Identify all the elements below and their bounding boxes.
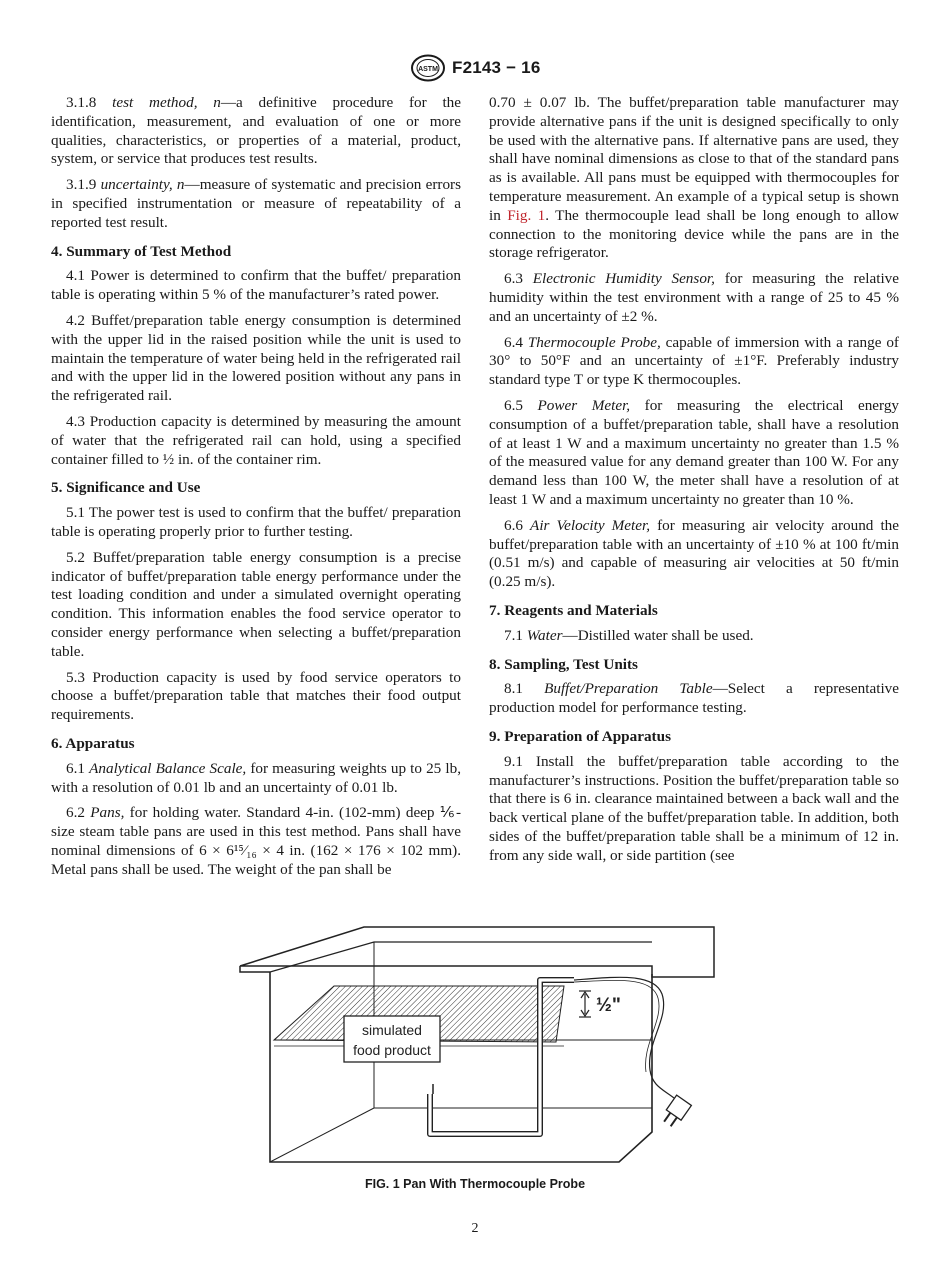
page-number: 2 — [471, 1221, 479, 1236]
paragraph-6-2-continued: 0.70 ± 0.07 lb. The buffet/preparation table manufacturer may provide alternative pans if the unit is designed specifically to only be used with the alternative pans. If alternative pans are used, they shall have nominal dimensions as close to that of the standard pans as is available. All pans must be equipped with thermocouples for temperature measurement. An example of a typical setup is shown in Fig. 1. The thermocouple lead shall be long enough to allow connection to the monitoring device while the pans are in the storage refrigerator. — [489, 94, 899, 262]
paragraph-4-1: 4.1 Power is determined to confirm that the buffet/ preparation table is operating within 5 % of the manufacturer’s rated power. — [51, 267, 461, 304]
paragraph-3-1-9: 3.1.9 uncertainty, n—measure of systematic and precision errors in specified instrumentation or measure of repeatability of a reported test result. — [51, 176, 462, 231]
paragraph-5-2: 5.2 Buffet/preparation table energy consumption is a precise indicator of buffet/preparation table energy performance under the test loading condition and under a simulated overnight operating condition. This information enables the food service operator to consider energy performance when selecting a buffet/preparation table. — [51, 548, 461, 660]
right-column — [489, 94, 899, 872]
half-inch-dimension-marker — [579, 991, 591, 1017]
paragraph-6-3: 6.3 Electronic Humidity Sensor, for measuring the relative humidity within the test environment with a range of 25 to 45 % and an uncertainty of ±2 %. — [489, 270, 900, 325]
paragraph-3-1-8: 3.1.8 test method, n—a definitive procedure for the identification, measurement, and evaluation of one or more qualities, characteristics, or properties of a material, product, system, or service that produces test results. — [51, 94, 461, 168]
paragraph-5-3: 5.3 Production capacity is used by food service operators to choose a buffet/preparation table that matches their food output requirements. — [51, 668, 461, 724]
paragraph-5-1: 5.1 The power test is used to confirm that the buffet/ preparation table is operating properly prior to further testing. — [51, 504, 461, 540]
figure-pan-thermocouple — [234, 922, 720, 1180]
figure-1-link[interactable]: Fig. 1 — [507, 206, 546, 224]
paragraph-4-2: 4.2 Buffet/preparation table energy consumption is determined with the upper lid in the raised position while the unit is used to maintain the temperature of water being held in the refrigerated rail and with the upper lid in the lowered position without any pans in the refrigerated rail. — [51, 311, 461, 405]
paragraph-8-1: 8.1 Buffet/Preparation Table—Select a representative production model for performance testing. — [489, 680, 899, 717]
pan-rim — [240, 927, 714, 977]
section-heading-6: 6. Apparatus — [51, 734, 135, 752]
logo-text: ASTM — [418, 66, 438, 73]
left-column — [51, 94, 461, 886]
section-heading-5: 5. Significance and Use — [51, 479, 201, 497]
thermocouple-lead-wire — [574, 977, 674, 1098]
label-line-2: food product — [353, 1042, 431, 1058]
standard-designation: F2143 − 16 — [452, 58, 541, 77]
section-heading-8: 8. Sampling, Test Units — [489, 655, 638, 673]
paragraph-4-3: 4.3 Production capacity is determined by measuring the amount of water that the refrigerated rail can hold, using a specified container filled to ½ in. of the container rim. — [51, 412, 461, 468]
paragraph-9-1: 9.1 Install the buffet/preparation table according to the manufacturer’s instructions. Position the buffet/preparation table so that there is 6 in. clearance maintained between a back wall and the back vertical plane of the buffet/preparation table. In addition, both sides of the buffet/preparation table shall be a minimum of 12 in. from any side wall, or side partition (see — [489, 752, 899, 864]
paragraph-6-1: 6.1 Analytical Balance Scale, for measuring weights up to 25 lb, with a resolution of 0.01 lb and an uncertainty of 0.01 lb. — [51, 759, 461, 796]
thermocouple-plug-icon — [660, 1095, 691, 1129]
page-header — [0, 54, 950, 84]
paragraph-6-5: 6.5 Power Meter, for measuring the electrical energy consumption of a buffet/preparation table, shall have a resolution of at least 1 W and a maximum uncertainty no greater than 1.5 % of the measured value for any demand greater than 100 W. For any demand less than 100 W, the meter shall have a resolution of at least 1 W and a maximum uncertainty no greater than 10 %. — [489, 396, 900, 508]
paragraph-6-6: 6.6 Air Velocity Meter, for measuring air velocity around the buffet/preparation table with an uncertainty of ±10 % at 100 ft/min (0.51 m/s) and capable of measuring air velocities at 50 ft/min (0.25 m/s). — [489, 516, 899, 591]
label-line-1: simulated — [362, 1022, 422, 1038]
paragraph-7-1: 7.1 Water—Distilled water shall be used. — [504, 626, 754, 644]
astm-logo-icon — [410, 54, 446, 82]
paragraph-6-2: 6.2 Pans, for holding water. Standard 4-in. (102-mm) deep ⅙-size steam table pans are used in this test method. Pans shall have nominal dimensions of 6 × 6¹⁵⁄₁₆ × 4 in. (162 × 176 × 102 mm). Metal pans shall be used. The weight of the pan shall be — [51, 804, 462, 878]
dimension-label: ½" — [596, 995, 621, 1016]
figure-caption: FIG. 1 Pan With Thermocouple Probe — [364, 1177, 586, 1191]
paragraph-6-4: 6.4 Thermocouple Probe, capable of immersion with a range of 30° to 50°F and an uncertainty of ±1°F. Preferably industry standard type T or type K thermocouples. — [489, 333, 899, 389]
section-heading-9: 9. Preparation of Apparatus — [489, 727, 671, 745]
section-heading-4: 4. Summary of Test Method — [51, 242, 232, 260]
section-heading-7: 7. Reagents and Materials — [489, 601, 658, 619]
